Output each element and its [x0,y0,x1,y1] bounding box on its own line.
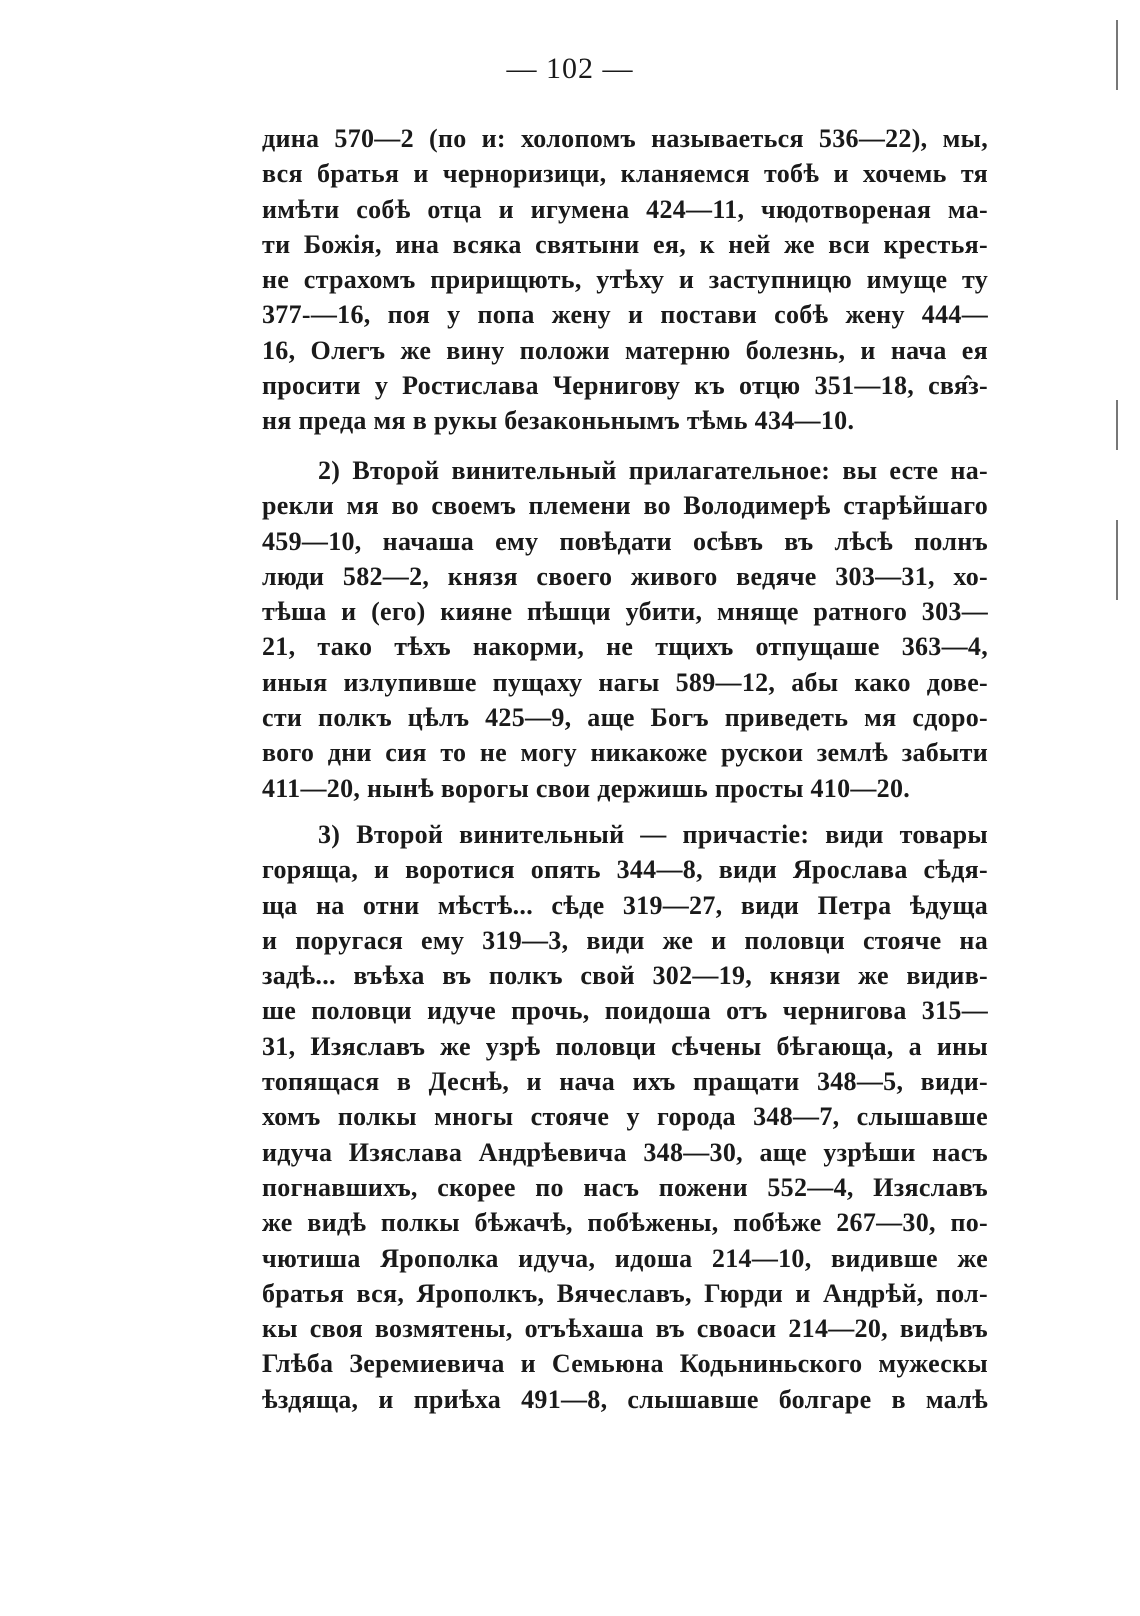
text-line: 31, Изяславъ же узрѣ половци сѣчены бѣгающа, а ины [262,1031,988,1061]
text-line: вся братья и черноризици, кланяемся тобѣ и хочемь тя [262,159,988,189]
text-line: рекли мя во своемъ племени во Володимерѣ старѣйшаго [262,491,988,521]
text-line: горяща, и воротися опять 344—8, види Ярослава сѣдя- [262,855,988,885]
text-line: топящася в Деснѣ, и нача ихъ пращати 348—5, види- [262,1067,988,1097]
scan-edge-mark [1116,20,1118,90]
text-line: же видѣ полкы бѣжачѣ, побѣжены, побѣже 267—30, по- [262,1208,988,1238]
scan-edge-mark [1116,520,1118,600]
text-line: Глѣба Зеремиевича и Семьюна Кодьниньского мужескы [262,1349,988,1379]
text-line: чютиша Ярополка идуча, идоша 214—10, видивше же [262,1243,988,1273]
text-line: 459—10, начаша ему повѣдати осѣвъ въ лѣсѣ полнъ [262,526,988,556]
scan-edge-mark [1116,400,1118,450]
text-line: 21, тако тѣхъ накорми, не тщихъ отпущаше 363—4, [262,632,988,662]
text-line: ща на отни мѣстѣ... сѣде 319—27, види Петра ѣдуща [262,890,988,920]
text-line: хомъ полкы многы стояче у города 348—7, слышавше [262,1102,988,1132]
text-line: 16, Олегъ же вину положи матерню болезнь, и нача ея [262,335,988,365]
text-line: кы своя возмятены, отъѣхаша въ своаси 214—20, видѣвъ [262,1314,988,1344]
text-line: тѣша и (его) кияне пѣшци убити, мняще ратного 303— [262,597,988,627]
text-line: люди 582—2, князя своего живого ведяче 303—31, хо- [262,561,988,591]
paragraph-2 [262,453,988,806]
text-line: 3) Второй винительный — причастіе: види товары [318,820,988,849]
text-line: дина 570—2 (по и: холопомъ называеться 536—22), мы, [262,124,988,153]
text-line: задѣ... въѣха въ полкъ свой 302—19, князи же видив- [262,961,988,991]
page-number: — 102 — [506,52,634,85]
text-line: имѣти собѣ отца и игумена 424—11, чюдотвореная ма- [262,194,988,224]
text-line: и поругася ему 319—3, види же и половци стояче на [262,925,988,955]
paragraph-3 [262,817,988,1417]
text-line: просити у Ростислава Чернигову къ отцю 351—18, свя̂з- [262,371,988,401]
text-line: ти Божія, ина всяка святыни ея, к ней же вси крестья- [262,229,988,259]
text-line: ня преда мя в рукы безаконьнымъ тѣмь 434—10. [262,406,855,436]
text-line: 2) Второй винительный прилагательное: вы есте на- [318,456,988,485]
text-line: погнавшихъ, скорее по насъ пожени 552—4, Изяславъ [262,1172,988,1202]
paragraph-1 [262,121,988,439]
text-line: идуча Изяслава Андрѣевича 348—30, аще узрѣши насъ [262,1137,988,1167]
text-line: 411—20, нынѣ ворогы свои держишь просты 410—20. [262,773,911,803]
text-line: иныя излупивше пущаху нагы 589—12, абы како дове- [262,667,988,697]
text-line: не страхомъ пририщють, утѣху и заступницю имуще ту [262,265,988,295]
text-line: ше половци идуче прочь, поидоша отъ чернигова 315— [262,996,988,1026]
text-line: братья вся, Ярополкъ, Вячеславъ, Гюрди и Андрѣй, пол- [262,1278,988,1308]
text-line: 377-—16, поя у попа жену и постави собѣ жену 444— [262,300,988,330]
text-line: ѣздяща, и приѣха 491—8, слышавше болгаре в малѣ [262,1384,988,1414]
text-line: вого дни сия то не могу никакоже рускои землѣ забыти [262,738,988,768]
text-line: сти полкъ цѣлъ 425—9, аще Богъ приведеть мя сдоро- [262,703,988,733]
